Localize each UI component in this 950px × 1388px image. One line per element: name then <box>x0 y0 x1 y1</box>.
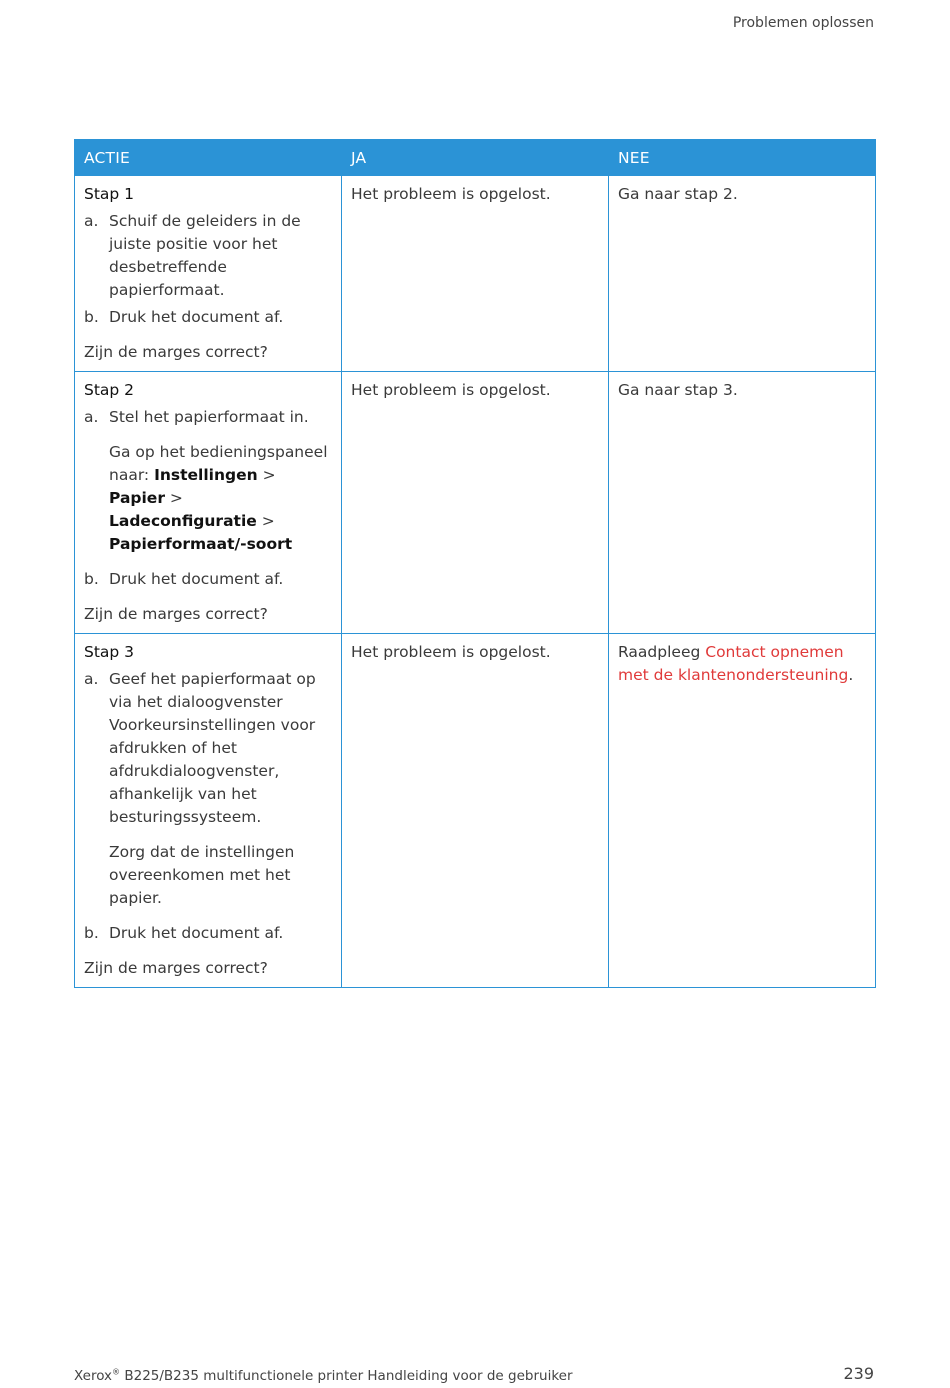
list-text: Druk het document af. <box>109 570 284 588</box>
column-header-actie: ACTIE <box>75 140 342 176</box>
question: Zijn de marges correct? <box>84 959 268 977</box>
step-title: Stap 2 <box>84 381 135 399</box>
registered-mark: ® <box>112 1367 121 1377</box>
footer-title <box>74 1365 573 1388</box>
no-suffix: . <box>848 666 854 684</box>
list-item <box>84 922 332 945</box>
menu-path-ladeconfiguratie: Ladeconfiguratie <box>109 512 257 530</box>
troubleshooting-table <box>74 139 876 988</box>
no-prefix: Raadpleeg <box>618 643 706 661</box>
list-item <box>84 668 332 829</box>
list-marker: b. <box>84 308 99 326</box>
question: Zijn de marges correct? <box>84 343 268 361</box>
yes-cell: Het probleem is opgelost. <box>342 634 609 988</box>
table-row <box>75 372 876 634</box>
menu-path-papier: Papier <box>109 489 165 507</box>
action-cell <box>75 634 342 988</box>
list-item <box>84 406 332 429</box>
menu-path-instellingen: Instellingen <box>154 466 258 484</box>
no-cell <box>609 634 876 988</box>
menu-path-instruction <box>84 441 332 556</box>
table-row <box>75 634 876 988</box>
running-head: Problemen oplossen <box>732 15 874 31</box>
column-header-nee: NEE <box>609 140 876 176</box>
list-text: Schuif de geleiders in de juiste positie voor het desbetreffende papierformaat. <box>109 212 301 299</box>
list-text: Druk het document af. <box>109 924 284 942</box>
list-item <box>84 306 332 329</box>
contact-support-link[interactable]: Contact opnemen met de klantenondersteuning <box>618 643 849 684</box>
table-row <box>75 176 876 372</box>
no-cell: Ga naar stap 3. <box>609 372 876 634</box>
footer-brand: Xerox <box>74 1368 113 1384</box>
step-title: Stap 3 <box>84 643 135 661</box>
question: Zijn de marges correct? <box>84 605 268 623</box>
yes-cell: Het probleem is opgelost. <box>342 372 609 634</box>
list-text: Druk het document af. <box>109 308 284 326</box>
action-cell <box>75 176 342 372</box>
list-text: Geef het papierformaat op via het dialoogvenster Voorkeursinstellingen voor afdrukken of het afdrukdialoogvenster, afhankelijk van het besturingssysteem. <box>109 670 316 826</box>
step-title: Stap 1 <box>84 185 135 203</box>
footer-manual-title: B225/B235 multifunctionele printer Handleiding voor de gebruiker <box>120 1368 573 1384</box>
column-header-ja: JA <box>342 140 609 176</box>
list-marker: a. <box>84 408 99 426</box>
menu-path-papierformaat: Papierformaat/-soort <box>109 535 293 553</box>
list-marker: a. <box>84 212 99 230</box>
path-separator: > <box>256 512 275 530</box>
path-separator: > <box>257 466 276 484</box>
path-separator: > <box>164 489 183 507</box>
list-marker: a. <box>84 670 99 688</box>
list-marker: b. <box>84 570 99 588</box>
list-item <box>84 210 332 302</box>
instruction-prefix: Ga op het bedieningspaneel naar: <box>109 443 328 484</box>
action-cell <box>75 372 342 634</box>
list-marker: b. <box>84 924 99 942</box>
note-paragraph: Zorg dat de instellingen overeenkomen met het papier. <box>109 843 295 907</box>
yes-cell: Het probleem is opgelost. <box>342 176 609 372</box>
table-header-row <box>75 140 876 176</box>
list-text: Stel het papierformaat in. <box>109 408 309 426</box>
list-item <box>84 568 332 591</box>
no-cell: Ga naar stap 2. <box>609 176 876 372</box>
page-number: 239 <box>843 1364 874 1383</box>
